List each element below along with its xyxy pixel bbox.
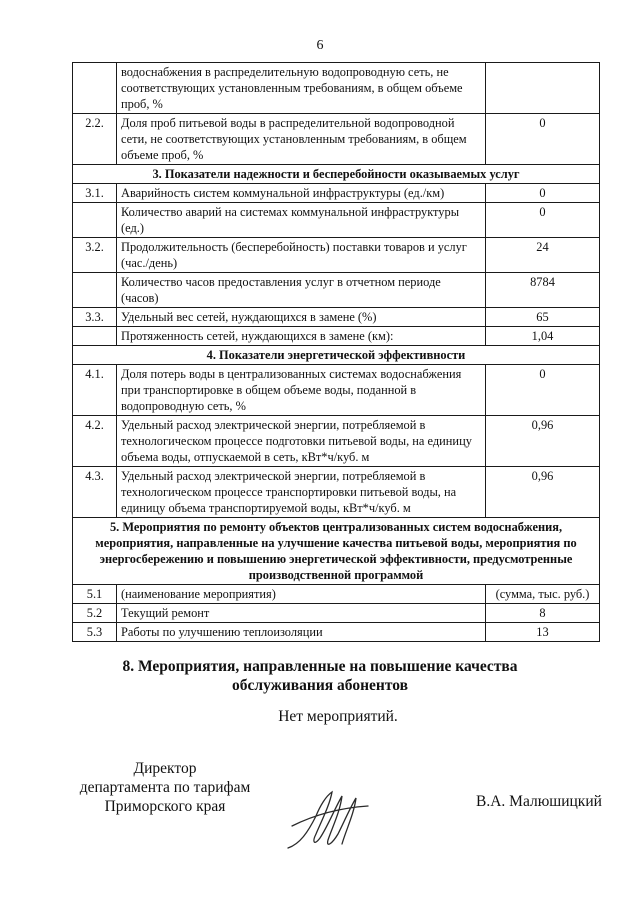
indicator-value: 65 <box>486 308 600 327</box>
row-number: 3.3. <box>73 308 117 327</box>
indicator-name: Доля потерь воды в централизованных системах водоснабжения при транспортировке в общем объеме воды, поданной в водопроводную сеть, % <box>117 365 486 416</box>
signatory-title <box>40 759 290 816</box>
row-number: 4.3. <box>73 467 117 518</box>
table-row <box>73 365 600 416</box>
indicator-value: 0,96 <box>486 416 600 467</box>
indicator-value: 24 <box>486 238 600 273</box>
indicator-value: 8 <box>486 604 600 623</box>
section-8-heading <box>0 657 640 695</box>
indicator-name: Удельный расход электрической энергии, потребляемой в технологическом процессе транспортировки питьевой воды, на единицу объема транспортируемой воды, кВт*ч/куб. м <box>117 467 486 518</box>
indicator-value: 1,04 <box>486 327 600 346</box>
indicator-name: Продолжительность (бесперебойность) поставки товаров и услуг (час./день) <box>117 238 486 273</box>
indicator-value: 8784 <box>486 273 600 308</box>
signatory-name: В.А. Малюшицкий <box>476 793 602 810</box>
table-row <box>73 273 600 308</box>
section-title: 5. Мероприятия по ремонту объектов централизованных систем водоснабжения, мероприятия, направленные на улучшение качества питьевой воды, мероприятия по энергосбережению и повышению энергетической эффективности, предусмотренные производственной программой <box>73 518 600 585</box>
indicator-name: Удельный вес сетей, нуждающихся в замене (%) <box>117 308 486 327</box>
row-number <box>73 327 117 346</box>
signatory-title-line2: департамента по тарифам <box>79 779 251 796</box>
indicators-table <box>72 62 600 642</box>
row-number: 4.1. <box>73 365 117 416</box>
indicator-value <box>486 63 600 114</box>
indicator-value: 0 <box>486 184 600 203</box>
table-row <box>73 165 600 184</box>
row-number <box>73 203 117 238</box>
indicator-name: Работы по улучшению теплоизоляции <box>117 623 486 642</box>
indicator-name: водоснабжения в распределительную водопроводную сеть, не соответствующих установленным требованиям, в общем объеме проб, % <box>117 63 486 114</box>
row-number: 3.1. <box>73 184 117 203</box>
row-number: 4.2. <box>73 416 117 467</box>
row-number: 5.2 <box>73 604 117 623</box>
handwritten-signature <box>282 786 372 856</box>
table-row <box>73 346 600 365</box>
table-row <box>73 184 600 203</box>
indicator-value: 0 <box>486 114 600 165</box>
signatory-title-line1: Директор <box>133 760 197 777</box>
section-8-heading-line1: 8. Мероприятия, направленные на повышение качества <box>122 658 518 675</box>
no-measures-text: Нет мероприятий. <box>278 708 398 725</box>
table-row <box>73 416 600 467</box>
table-row <box>73 63 600 114</box>
table-row <box>73 238 600 273</box>
table-row <box>73 604 600 623</box>
indicator-name: Аварийность систем коммунальной инфраструктуры (ед./км) <box>117 184 486 203</box>
indicator-name: Доля проб питьевой воды в распределительной водопроводной сети, не соответствующих установленным требованиям, в общем объеме проб, % <box>117 114 486 165</box>
indicator-name: Протяженность сетей, нуждающихся в замене (км): <box>117 327 486 346</box>
table-row <box>73 623 600 642</box>
indicator-value: 13 <box>486 623 600 642</box>
indicator-value: 0 <box>486 203 600 238</box>
indicator-name: Количество часов предоставления услуг в отчетном периоде (часов) <box>117 273 486 308</box>
row-number: 5.1 <box>73 585 117 604</box>
row-number: 5.3 <box>73 623 117 642</box>
section-8-heading-line2: обслуживания абонентов <box>232 677 408 694</box>
table-row <box>73 308 600 327</box>
table-row <box>73 518 600 585</box>
section-title: 3. Показатели надежности и бесперебойности оказываемых услуг <box>73 165 600 184</box>
indicator-name: Количество аварий на системах коммунальной инфраструктуры (ед.) <box>117 203 486 238</box>
table-row <box>73 114 600 165</box>
table-row <box>73 203 600 238</box>
signatory-title-line3: Приморского края <box>104 798 226 815</box>
indicator-value: (сумма, тыс. руб.) <box>486 585 600 604</box>
indicator-value: 0 <box>486 365 600 416</box>
row-number <box>73 63 117 114</box>
page-number: 6 <box>316 38 324 53</box>
section-title: 4. Показатели энергетической эффективности <box>73 346 600 365</box>
indicator-name: Текущий ремонт <box>117 604 486 623</box>
row-number: 3.2. <box>73 238 117 273</box>
table-row <box>73 585 600 604</box>
table-row <box>73 467 600 518</box>
table-row <box>73 327 600 346</box>
indicator-name: (наименование мероприятия) <box>117 585 486 604</box>
row-number: 2.2. <box>73 114 117 165</box>
indicator-value: 0,96 <box>486 467 600 518</box>
indicator-name: Удельный расход электрической энергии, потребляемой в технологическом процессе подготовки питьевой воды, на единицу объема воды, отпускаемой в сеть, кВт*ч/куб. м <box>117 416 486 467</box>
row-number <box>73 273 117 308</box>
